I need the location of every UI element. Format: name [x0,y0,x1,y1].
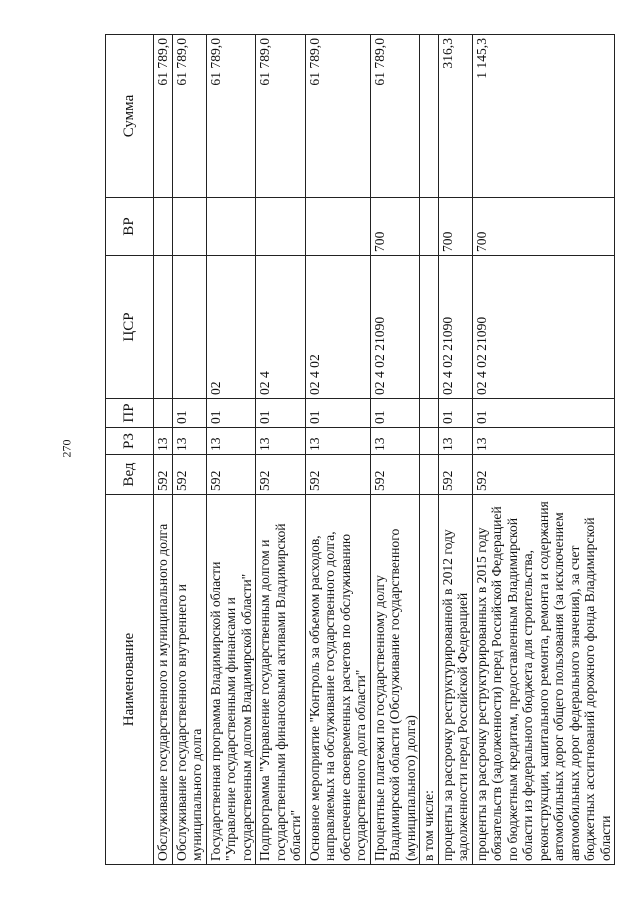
table-row [438,35,472,865]
row-csr: 02 4 02 21090 [438,256,472,399]
row-vr [172,198,206,256]
row-name: Государственная программа Владимирской области "Управление государственными финансами и государственным долгом Владимирской области" [206,495,256,865]
header-ved: Вед [106,455,154,495]
row-name: Подпрограмма "Управление государственным долгом и государственными финансовыми активами Владимирской области" [256,495,306,865]
table-row [420,35,439,865]
table-row [370,35,420,865]
row-pr: 01 [305,399,370,428]
row-sum: 61 789,0 [305,35,370,198]
row-csr [420,256,439,399]
table-row [305,35,370,865]
row-sum: 316,3 [438,35,472,198]
row-name: Обслуживание государственного и муниципального долга [154,495,173,865]
table-row [206,35,256,865]
row-pr: 01 [172,399,206,428]
row-rz: 13 [472,428,615,455]
row-csr: 02 [206,256,256,399]
row-ved: 592 [256,455,306,495]
header-csr: ЦСР [106,256,154,399]
row-name: проценты за рассрочку реструктурированной в 2012 году задолженности перед Российской Федерацией [438,495,472,865]
row-csr: 02 4 [256,256,306,399]
row-ved: 592 [305,455,370,495]
row-ved: 592 [370,455,420,495]
row-csr: 02 4 02 21090 [370,256,420,399]
row-sum: 61 789,0 [154,35,173,198]
row-vr [206,198,256,256]
row-rz: 13 [305,428,370,455]
header-pr: ПР [106,399,154,428]
row-sum: 61 789,0 [172,35,206,198]
table-header-row [106,35,154,865]
row-sum: 1 145,3 [472,35,615,198]
row-rz: 13 [206,428,256,455]
row-sum: 61 789,0 [370,35,420,198]
row-rz [420,428,439,455]
header-sum: Сумма [106,35,154,198]
row-csr [172,256,206,399]
row-ved: 592 [438,455,472,495]
row-sum: 61 789,0 [256,35,306,198]
budget-table [105,34,615,865]
row-pr: 01 [206,399,256,428]
document-page [105,35,630,865]
row-csr: 02 4 02 [305,256,370,399]
row-name: Процентные платежи по государственному долгу Владимирской области (Обслуживание государственного (муниципального) долга) [370,495,420,865]
row-vr: 700 [472,198,615,256]
row-ved: 592 [472,455,615,495]
row-sum: 61 789,0 [206,35,256,198]
row-vr [256,198,306,256]
row-ved: 592 [154,455,173,495]
row-pr: 01 [370,399,420,428]
row-ved [420,455,439,495]
row-pr: 01 [256,399,306,428]
row-rz: 13 [370,428,420,455]
row-vr: 700 [438,198,472,256]
row-rz: 13 [256,428,306,455]
row-sum [420,35,439,198]
row-rz: 13 [154,428,173,455]
row-vr [305,198,370,256]
row-rz: 13 [438,428,472,455]
table-row [154,35,173,865]
header-name: Наименование [106,495,154,865]
header-rz: РЗ [106,428,154,455]
page-number: 270 [59,439,74,458]
row-vr [420,198,439,256]
table-row [472,35,615,865]
table-row [172,35,206,865]
row-name: в том числе: [420,495,439,865]
row-pr: 01 [472,399,615,428]
row-csr [154,256,173,399]
row-pr [154,399,173,428]
row-vr: 700 [370,198,420,256]
row-name: проценты за рассрочку реструктурированных в 2015 году обязательств (задолженности) перед Российской Федерацией по бюджетным кредитам, предоставленным Владимирской области из федерального бюджета для строительства, реконструкции, капитального ремонта, ремонта и содержания автомобильных дорог общего пользования (за исключением автомобильных дорог федерального значения), за счет бюджетных ассигнований дорожного фонда Владимирской области [472,495,615,865]
table-row [256,35,306,865]
row-pr: 01 [438,399,472,428]
row-vr [154,198,173,256]
row-rz: 13 [172,428,206,455]
row-ved: 592 [172,455,206,495]
row-name: Обслуживание государственного внутреннего и муниципального долга [172,495,206,865]
row-ved: 592 [206,455,256,495]
row-csr: 02 4 02 21090 [472,256,615,399]
row-pr [420,399,439,428]
header-vr: ВР [106,198,154,256]
row-name: Основное мероприятие "Контроль за объемом расходов, направляемых на обслуживание государственного долга, обеспечение своевременных расчетов по обслуживанию государственного долга области" [305,495,370,865]
